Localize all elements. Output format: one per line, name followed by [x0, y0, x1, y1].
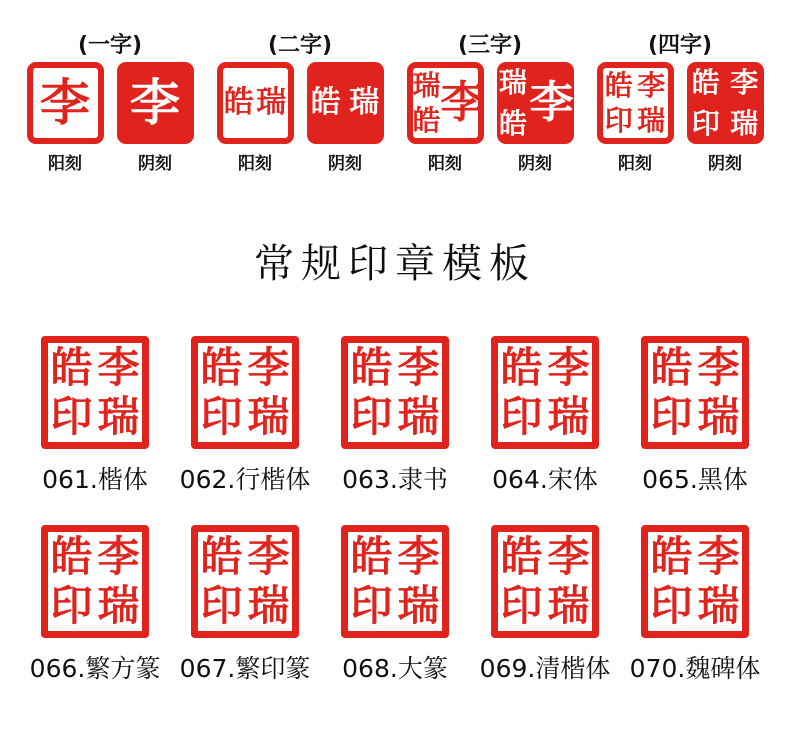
template-label-063: 063.隶书 — [342, 465, 448, 494]
seal-char-top-left: 皓 — [350, 531, 393, 581]
carve-label-yang: 阳刻 — [618, 154, 652, 175]
template-option-066[interactable] — [29, 525, 161, 685]
seal-char-bottom-right: 瑞 — [97, 392, 140, 442]
seal-char-layout — [412, 68, 485, 138]
seal-char-top-right: 李 — [637, 68, 666, 102]
seal-char-top-right: 李 — [397, 342, 440, 392]
seal-char-top-left: 皓 — [650, 531, 693, 581]
template-seal-065[interactable] — [641, 336, 749, 449]
seal-unit-yin — [687, 62, 764, 174]
seal-char-bottom-left: 印 — [350, 581, 393, 631]
seal-char-left-bottom: 皓 — [412, 103, 441, 137]
seal-char-single: 李 — [40, 74, 90, 133]
seal-char-bottom-left: 印 — [200, 392, 243, 442]
seal-unit-yang — [407, 62, 484, 174]
group-header-two-char: (二字) — [267, 33, 333, 58]
template-option-061[interactable] — [41, 336, 149, 496]
seal-char-bottom-right: 瑞 — [730, 106, 759, 140]
template-row-2 — [0, 525, 790, 685]
template-label-066: 066.繁方篆 — [29, 654, 161, 683]
carve-label-yang: 阳刻 — [48, 154, 82, 175]
template-option-064[interactable] — [491, 336, 599, 496]
seal-three-char-yang-stamp[interactable] — [407, 62, 484, 144]
template-label-065: 065.黑体 — [642, 465, 748, 494]
seal-char-bottom-right: 瑞 — [697, 392, 740, 442]
seal-char-left: 皓 — [223, 85, 254, 121]
group-header-four-char: (四字) — [647, 33, 713, 58]
seal-char-right: 瑞 — [256, 85, 287, 121]
seal-char-right: 李 — [440, 77, 485, 129]
seal-unit-yin — [307, 62, 384, 174]
seal-char-top-right: 李 — [697, 531, 740, 581]
seal-pair — [407, 62, 574, 174]
seal-char-bottom-left: 印 — [604, 103, 633, 137]
seal-unit-yang — [217, 62, 294, 174]
carve-label-yin: 阴刻 — [708, 154, 742, 175]
template-option-065[interactable] — [641, 336, 749, 496]
template-seal-068[interactable] — [341, 525, 449, 638]
seal-one-char-yang-stamp[interactable] — [27, 62, 104, 144]
seal-char-bottom-left: 印 — [650, 392, 693, 442]
seal-char-bottom-right: 瑞 — [247, 581, 290, 631]
seal-pair — [597, 62, 764, 174]
seal-char-bottom-right: 瑞 — [547, 392, 590, 442]
template-option-069[interactable] — [479, 525, 611, 685]
template-seal-067[interactable] — [191, 525, 299, 638]
seal-char-bottom-right: 瑞 — [397, 392, 440, 442]
seal-group-two-char — [212, 34, 388, 174]
seal-char-bottom-left: 印 — [50, 581, 93, 631]
seal-group-three-char — [402, 34, 578, 174]
seal-char-top-right: 李 — [97, 342, 140, 392]
seal-char-top-left: 皓 — [350, 342, 393, 392]
template-option-063[interactable] — [341, 336, 449, 496]
carve-label-yin: 阴刻 — [328, 154, 362, 175]
template-row-1 — [0, 336, 790, 496]
carve-label-yin: 阴刻 — [518, 154, 552, 175]
seal-unit-yin — [497, 62, 574, 174]
seal-char-top-right: 李 — [97, 531, 140, 581]
seal-char-left-top: 瑞 — [412, 68, 441, 102]
seal-char-bottom-right: 瑞 — [547, 581, 590, 631]
seal-char-single: 李 — [130, 74, 180, 133]
template-option-068[interactable] — [341, 525, 449, 685]
seal-char-bottom-right: 瑞 — [97, 581, 140, 631]
char-count-demo-strip — [0, 34, 790, 174]
template-seal-066[interactable] — [41, 525, 149, 638]
seal-char-left-top: 瑞 — [498, 65, 527, 99]
seal-char-bottom-left: 印 — [50, 392, 93, 442]
seal-pair — [217, 62, 384, 174]
seal-char-top-left: 皓 — [500, 342, 543, 392]
seal-unit-yin — [117, 62, 194, 174]
template-seal-070[interactable] — [641, 525, 749, 638]
template-seal-063[interactable] — [341, 336, 449, 449]
template-seal-062[interactable] — [191, 336, 299, 449]
seal-char-bottom-left: 印 — [200, 581, 243, 631]
seal-char-layout — [307, 62, 384, 144]
seal-char-top-left: 皓 — [604, 68, 633, 102]
seal-char-top-left: 皓 — [650, 342, 693, 392]
template-label-068: 068.大篆 — [342, 654, 448, 683]
seal-group-one-char — [22, 34, 198, 174]
seal-unit-yang — [597, 62, 674, 174]
template-label-069: 069.清楷体 — [479, 654, 611, 683]
seal-char-top-left: 皓 — [500, 531, 543, 581]
seal-char-bottom-left: 印 — [500, 581, 543, 631]
seal-char-top-right: 李 — [730, 65, 759, 99]
seal-char-bottom-left: 印 — [350, 392, 393, 442]
seal-char-top-right: 李 — [547, 531, 590, 581]
seal-two-char-yin-stamp[interactable] — [307, 62, 384, 144]
seal-two-char-yang-stamp[interactable] — [217, 62, 294, 144]
seal-char-left: 皓 — [310, 85, 341, 121]
seal-char-layout — [223, 68, 288, 138]
template-label-061: 061.楷体 — [42, 465, 148, 494]
seal-char-top-left: 皓 — [200, 531, 243, 581]
seal-char-top-right: 李 — [247, 531, 290, 581]
group-header-one-char: (一字) — [77, 33, 143, 58]
template-option-062[interactable] — [179, 336, 311, 496]
template-seal-069[interactable] — [491, 525, 599, 638]
template-label-064: 064.宋体 — [492, 465, 598, 494]
seal-char-layout — [497, 62, 574, 144]
page-title: 常规印章模板 — [254, 241, 536, 287]
template-label-067: 067.繁印篆 — [179, 654, 311, 683]
template-label-062: 062.行楷体 — [179, 465, 311, 494]
seal-char-top-right: 李 — [247, 342, 290, 392]
seal-char-bottom-left: 印 — [500, 392, 543, 442]
seal-char-right: 瑞 — [349, 85, 380, 121]
seal-char-bottom-left: 印 — [691, 106, 720, 140]
seal-char-top-left: 皓 — [691, 65, 720, 99]
seal-char-top-left: 皓 — [50, 531, 93, 581]
seal-char-bottom-right: 瑞 — [247, 392, 290, 442]
carve-label-yin: 阴刻 — [138, 154, 172, 175]
group-header-three-char: (三字) — [457, 33, 523, 58]
seal-unit-yang — [27, 62, 104, 174]
template-seal-061[interactable] — [41, 336, 149, 449]
seal-three-char-yin-stamp[interactable] — [497, 62, 574, 144]
template-label-070: 070.魏碑体 — [629, 654, 761, 683]
seal-char-bottom-left: 印 — [650, 581, 693, 631]
seal-char-top-left: 皓 — [200, 342, 243, 392]
seal-char-bottom-right: 瑞 — [397, 581, 440, 631]
carve-label-yang: 阳刻 — [428, 154, 462, 175]
seal-char-bottom-right: 瑞 — [637, 103, 666, 137]
seal-char-top-left: 皓 — [50, 342, 93, 392]
seal-char-left-bottom: 皓 — [498, 106, 527, 140]
template-option-067[interactable] — [179, 525, 311, 685]
template-option-070[interactable] — [629, 525, 761, 685]
seal-four-char-yin-stamp[interactable] — [687, 62, 764, 144]
seal-char-top-right: 李 — [697, 342, 740, 392]
seal-char-layout — [687, 62, 764, 144]
seal-char-layout — [603, 68, 668, 138]
seal-char-right: 李 — [529, 77, 574, 129]
seal-char-top-right: 李 — [397, 531, 440, 581]
seal-pair — [27, 62, 194, 174]
seal-char-top-right: 李 — [547, 342, 590, 392]
template-seal-064[interactable] — [491, 336, 599, 449]
seal-four-char-yang-stamp[interactable] — [597, 62, 674, 144]
seal-char-bottom-right: 瑞 — [697, 581, 740, 631]
seal-one-char-yin-stamp[interactable] — [117, 62, 194, 144]
carve-label-yang: 阳刻 — [238, 154, 272, 175]
seal-group-four-char — [592, 34, 768, 174]
